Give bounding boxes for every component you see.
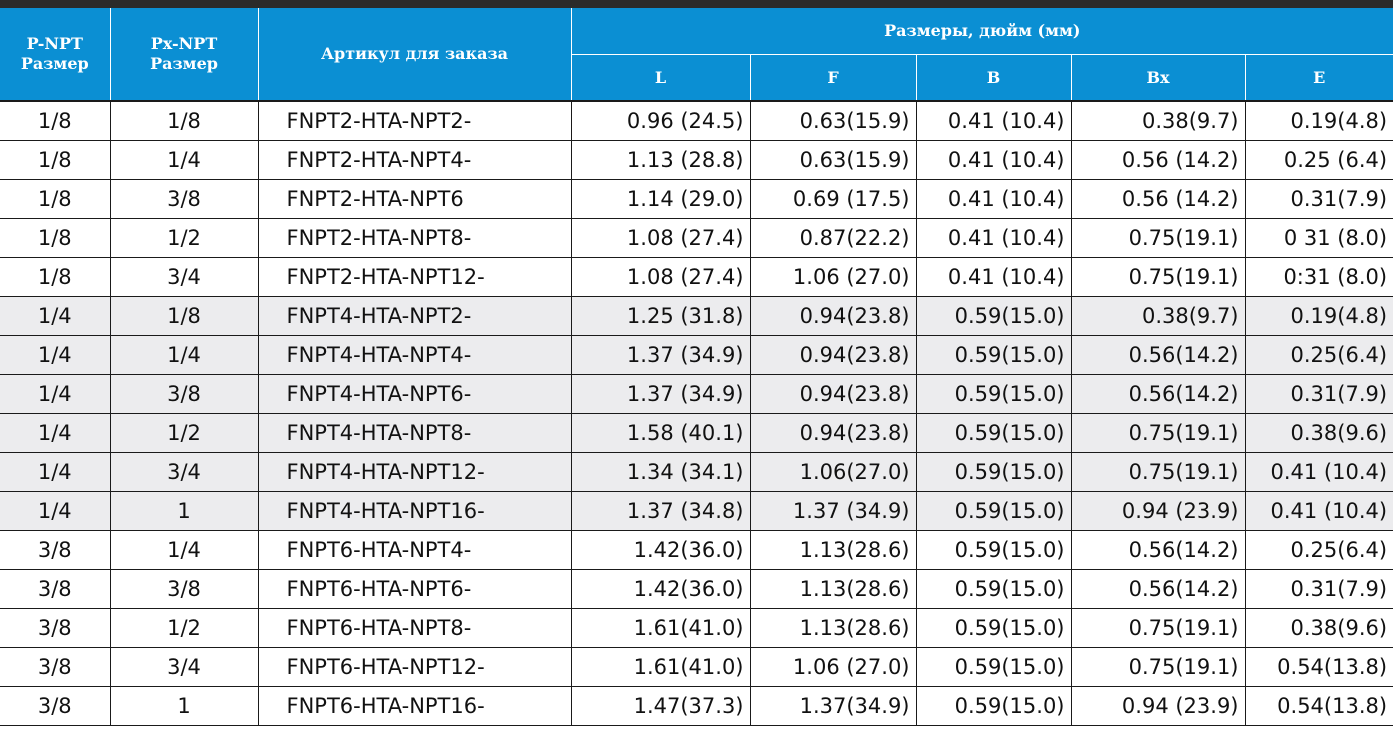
px-npt-cell: 1/4: [110, 336, 258, 375]
dim-b-cell: 0.41 (10.4): [916, 101, 1071, 141]
dim-bx-cell: 0.75(19.1): [1071, 414, 1245, 453]
dim-f-cell: 0.94(23.8): [750, 375, 916, 414]
dim-e-cell: 0.25(6.4): [1245, 336, 1393, 375]
table-row: [0, 101, 1393, 141]
article-cell: FNPT2-HTA-NPT2-: [258, 101, 571, 141]
article-cell: FNPT6-HTA-NPT12-: [258, 648, 571, 687]
article-cell: FNPT6-HTA-NPT16-: [258, 687, 571, 726]
dim-l-cell: 1.47(37.3): [571, 687, 750, 726]
dim-bx-cell: 0.75(19.1): [1071, 648, 1245, 687]
article-cell: FNPT2-HTA-NPT6: [258, 180, 571, 219]
dim-bx-cell: 0.56(14.2): [1071, 375, 1245, 414]
dim-bx-cell: 0.75(19.1): [1071, 453, 1245, 492]
dim-f-cell: 0.87(22.2): [750, 219, 916, 258]
dim-bx-cell: 0.94 (23.9): [1071, 492, 1245, 531]
dim-e-cell: 0.19(4.8): [1245, 297, 1393, 336]
dim-e-cell: 0.25 (6.4): [1245, 141, 1393, 180]
px-npt-cell: 3/4: [110, 258, 258, 297]
px-npt-cell: 1: [110, 492, 258, 531]
dim-bx-cell: 0.56(14.2): [1071, 531, 1245, 570]
dim-b-cell: 0.59(15.0): [916, 375, 1071, 414]
dim-bx-cell: 0.94 (23.9): [1071, 687, 1245, 726]
table-row: [0, 336, 1393, 375]
px-npt-cell: 3/8: [110, 570, 258, 609]
dim-l-cell: 1.08 (27.4): [571, 219, 750, 258]
dim-f-cell: 1.13(28.6): [750, 570, 916, 609]
p-npt-cell: 1/8: [0, 180, 110, 219]
px-npt-cell: 1/4: [110, 531, 258, 570]
dim-l-cell: 1.58 (40.1): [571, 414, 750, 453]
dim-e-cell: 0.25(6.4): [1245, 531, 1393, 570]
header-article: Артикул для заказа: [258, 8, 571, 101]
dim-l-cell: 1.61(41.0): [571, 648, 750, 687]
dim-b-cell: 0.59(15.0): [916, 570, 1071, 609]
dim-bx-cell: 0.56 (14.2): [1071, 141, 1245, 180]
dim-e-cell: 0.41 (10.4): [1245, 453, 1393, 492]
dim-l-cell: 1.14 (29.0): [571, 180, 750, 219]
header-dim-f: F: [750, 55, 916, 102]
table-row: [0, 609, 1393, 648]
dim-f-cell: 0.69 (17.5): [750, 180, 916, 219]
article-cell: FNPT4-HTA-NPT16-: [258, 492, 571, 531]
dim-l-cell: 1.37 (34.9): [571, 375, 750, 414]
p-npt-cell: 1/8: [0, 141, 110, 180]
dim-f-cell: 0.94(23.8): [750, 297, 916, 336]
dim-b-cell: 0.59(15.0): [916, 492, 1071, 531]
article-cell: FNPT4-HTA-NPT4-: [258, 336, 571, 375]
header-dim-e: E: [1245, 55, 1393, 102]
p-npt-cell: 1/8: [0, 219, 110, 258]
table-row: [0, 180, 1393, 219]
dim-l-cell: 1.34 (34.1): [571, 453, 750, 492]
dim-e-cell: 0.41 (10.4): [1245, 492, 1393, 531]
table-row: [0, 531, 1393, 570]
dim-f-cell: 0.94(23.8): [750, 414, 916, 453]
dim-e-cell: 0:31 (8.0): [1245, 258, 1393, 297]
dim-f-cell: 1.06(27.0): [750, 453, 916, 492]
dimensions-table: [0, 8, 1393, 726]
table-row: [0, 570, 1393, 609]
dim-b-cell: 0.59(15.0): [916, 648, 1071, 687]
dim-l-cell: 1.42(36.0): [571, 531, 750, 570]
table-row: [0, 453, 1393, 492]
p-npt-cell: 3/8: [0, 609, 110, 648]
dim-e-cell: 0.54(13.8): [1245, 687, 1393, 726]
px-npt-cell: 1/8: [110, 101, 258, 141]
table-row: [0, 258, 1393, 297]
dim-e-cell: 0.31(7.9): [1245, 180, 1393, 219]
header-px-npt-size: Px-NPT Размер: [110, 8, 258, 101]
dim-l-cell: 1.25 (31.8): [571, 297, 750, 336]
table-body: [0, 101, 1393, 726]
dim-bx-cell: 0.75(19.1): [1071, 609, 1245, 648]
header-dim-b: B: [916, 55, 1071, 102]
px-npt-cell: 1/2: [110, 609, 258, 648]
p-npt-cell: 3/8: [0, 648, 110, 687]
dim-f-cell: 0.63(15.9): [750, 101, 916, 141]
table-row: [0, 492, 1393, 531]
dim-b-cell: 0.59(15.0): [916, 687, 1071, 726]
dim-f-cell: 1.13(28.6): [750, 531, 916, 570]
dim-b-cell: 0.59(15.0): [916, 297, 1071, 336]
p-npt-cell: 1/8: [0, 101, 110, 141]
px-npt-cell: 1: [110, 687, 258, 726]
article-cell: FNPT2-HTA-NPT4-: [258, 141, 571, 180]
dim-e-cell: 0.54(13.8): [1245, 648, 1393, 687]
px-npt-cell: 1/2: [110, 219, 258, 258]
p-npt-cell: 1/4: [0, 375, 110, 414]
px-npt-cell: 3/4: [110, 648, 258, 687]
px-npt-cell: 3/8: [110, 375, 258, 414]
header-dimensions-group: Размеры, дюйм (мм): [571, 8, 1393, 55]
article-cell: FNPT4-HTA-NPT2-: [258, 297, 571, 336]
dim-f-cell: 1.06 (27.0): [750, 648, 916, 687]
article-cell: FNPT2-HTA-NPT8-: [258, 219, 571, 258]
dim-b-cell: 0.59(15.0): [916, 531, 1071, 570]
header-dim-bx: Bx: [1071, 55, 1245, 102]
px-npt-cell: 1/2: [110, 414, 258, 453]
header-p-npt-size: P-NPT Размер: [0, 8, 110, 101]
dim-e-cell: 0.38(9.6): [1245, 609, 1393, 648]
dim-l-cell: 1.61(41.0): [571, 609, 750, 648]
dim-l-cell: 1.08 (27.4): [571, 258, 750, 297]
table-row: [0, 414, 1393, 453]
p-npt-cell: 3/8: [0, 570, 110, 609]
px-npt-cell: 3/8: [110, 180, 258, 219]
dim-e-cell: 0 31 (8.0): [1245, 219, 1393, 258]
article-cell: FNPT4-HTA-NPT8-: [258, 414, 571, 453]
dim-f-cell: 1.37(34.9): [750, 687, 916, 726]
dim-f-cell: 0.63(15.9): [750, 141, 916, 180]
dim-l-cell: 0.96 (24.5): [571, 101, 750, 141]
dim-b-cell: 0.59(15.0): [916, 336, 1071, 375]
dim-b-cell: 0.59(15.0): [916, 414, 1071, 453]
table-row: [0, 687, 1393, 726]
p-npt-cell: 1/4: [0, 297, 110, 336]
dim-f-cell: 1.13(28.6): [750, 609, 916, 648]
table-row: [0, 375, 1393, 414]
dim-b-cell: 0.41 (10.4): [916, 219, 1071, 258]
dim-b-cell: 0.59(15.0): [916, 453, 1071, 492]
dim-bx-cell: 0.56(14.2): [1071, 570, 1245, 609]
dim-f-cell: 1.37 (34.9): [750, 492, 916, 531]
dim-bx-cell: 0.56(14.2): [1071, 336, 1245, 375]
dim-e-cell: 0.31(7.9): [1245, 570, 1393, 609]
table-row: [0, 648, 1393, 687]
article-cell: FNPT6-HTA-NPT4-: [258, 531, 571, 570]
dim-e-cell: 0.38(9.6): [1245, 414, 1393, 453]
px-npt-cell: 1/8: [110, 297, 258, 336]
dim-b-cell: 0.41 (10.4): [916, 180, 1071, 219]
table-row: [0, 141, 1393, 180]
p-npt-cell: 3/8: [0, 531, 110, 570]
p-npt-cell: 1/4: [0, 453, 110, 492]
dim-f-cell: 0.94(23.8): [750, 336, 916, 375]
p-npt-cell: 3/8: [0, 687, 110, 726]
p-npt-cell: 1/8: [0, 258, 110, 297]
article-cell: FNPT2-HTA-NPT12-: [258, 258, 571, 297]
dim-l-cell: 1.37 (34.8): [571, 492, 750, 531]
article-cell: FNPT4-HTA-NPT6-: [258, 375, 571, 414]
dim-bx-cell: 0.75(19.1): [1071, 258, 1245, 297]
dim-bx-cell: 0.38(9.7): [1071, 297, 1245, 336]
article-cell: FNPT6-HTA-NPT8-: [258, 609, 571, 648]
top-border-strip: [0, 0, 1393, 8]
dim-f-cell: 1.06 (27.0): [750, 258, 916, 297]
dim-b-cell: 0.41 (10.4): [916, 258, 1071, 297]
p-npt-cell: 1/4: [0, 414, 110, 453]
article-cell: FNPT6-HTA-NPT6-: [258, 570, 571, 609]
p-npt-cell: 1/4: [0, 492, 110, 531]
px-npt-cell: 1/4: [110, 141, 258, 180]
px-npt-cell: 3/4: [110, 453, 258, 492]
dim-b-cell: 0.41 (10.4): [916, 141, 1071, 180]
dim-bx-cell: 0.75(19.1): [1071, 219, 1245, 258]
dim-b-cell: 0.59(15.0): [916, 609, 1071, 648]
dim-e-cell: 0.19(4.8): [1245, 101, 1393, 141]
dim-l-cell: 1.37 (34.9): [571, 336, 750, 375]
dim-bx-cell: 0.56 (14.2): [1071, 180, 1245, 219]
dim-l-cell: 1.42(36.0): [571, 570, 750, 609]
table-row: [0, 297, 1393, 336]
table-row: [0, 219, 1393, 258]
header-dim-l: L: [571, 55, 750, 102]
dim-e-cell: 0.31(7.9): [1245, 375, 1393, 414]
article-cell: FNPT4-HTA-NPT12-: [258, 453, 571, 492]
p-npt-cell: 1/4: [0, 336, 110, 375]
dim-bx-cell: 0.38(9.7): [1071, 101, 1245, 141]
dim-l-cell: 1.13 (28.8): [571, 141, 750, 180]
